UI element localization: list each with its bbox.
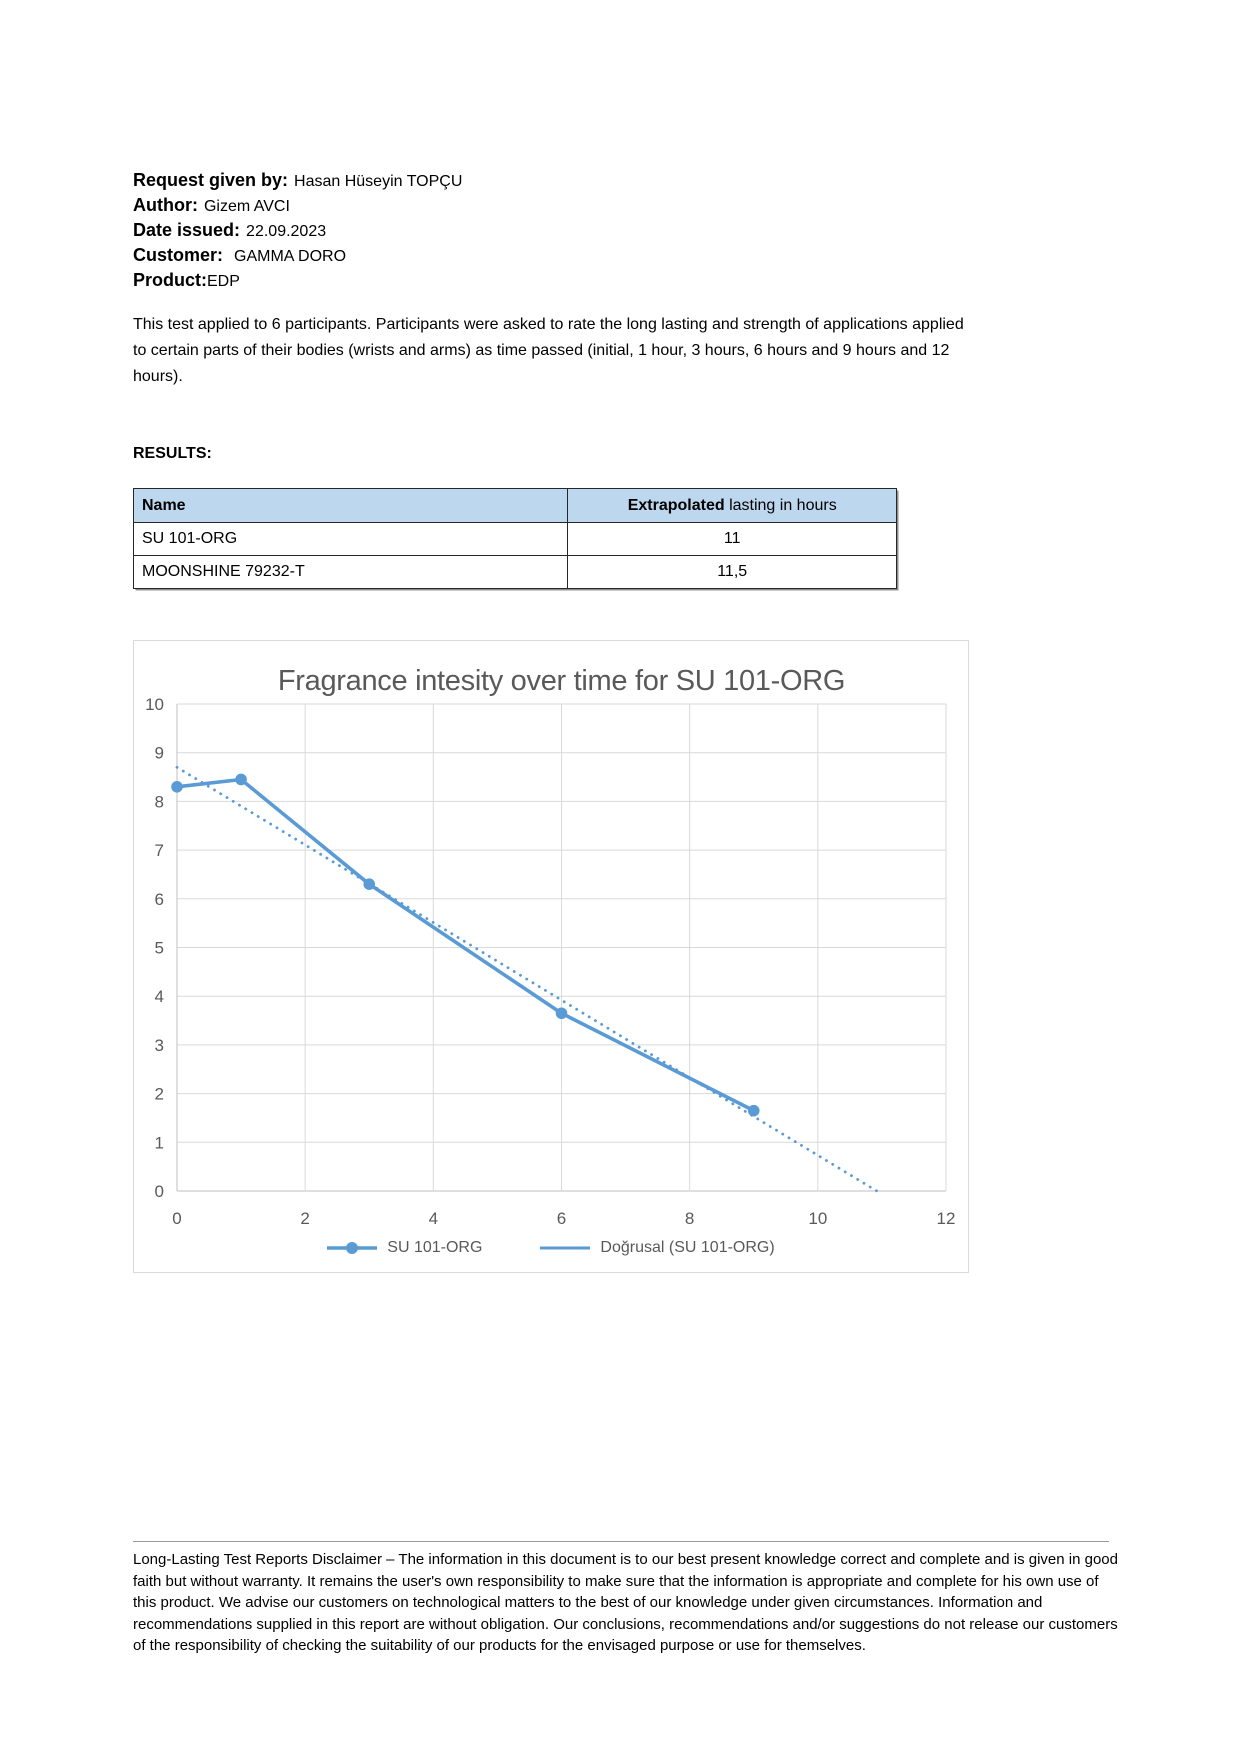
legend-label: Doğrusal (SU 101-ORG) — [600, 1239, 775, 1256]
header-regular-text: lasting in hours — [724, 496, 837, 514]
legend-item — [327, 1239, 482, 1257]
chart-legend — [134, 1239, 968, 1257]
header-bold-text: Extrapolated — [627, 496, 725, 514]
field-value: EDP — [207, 273, 240, 290]
header-field-request-given-by — [133, 168, 462, 193]
legend-label: SU 101-ORG — [387, 1239, 483, 1256]
x-tick-label: 8 — [684, 1209, 695, 1228]
x-tick-label: 6 — [556, 1209, 567, 1228]
table-cell-lasting-hours: 11,5 — [568, 556, 897, 589]
header-field-author — [133, 193, 462, 218]
y-tick-label: 0 — [154, 1182, 164, 1201]
y-tick-label: 3 — [154, 1035, 164, 1055]
y-tick-label: 7 — [154, 841, 164, 861]
y-tick-label: 1 — [154, 1133, 164, 1153]
table-header-extrapolated — [568, 489, 897, 523]
x-tick-label: 12 — [936, 1209, 956, 1228]
field-label: Customer: — [133, 245, 224, 265]
field-label: Request given by: — [133, 170, 289, 190]
table-cell-name: SU 101-ORG — [134, 523, 568, 556]
x-tick-label: 2 — [300, 1209, 310, 1228]
table-cell-name: MOONSHINE 79232-T — [134, 556, 568, 589]
field-label: Product: — [133, 270, 207, 290]
series-marker — [171, 781, 183, 793]
table-row — [134, 556, 897, 589]
table-cell-lasting-hours: 11 — [568, 523, 897, 556]
document-header — [133, 168, 462, 293]
series-marker — [235, 774, 247, 786]
y-tick-label: 8 — [154, 792, 164, 812]
series-marker — [748, 1105, 760, 1117]
series-marker — [363, 878, 375, 890]
field-label: Author: — [133, 195, 198, 215]
header-field-product — [133, 268, 462, 293]
table-row — [134, 523, 897, 556]
trendline-dogrusal — [177, 767, 877, 1191]
y-tick-label: 10 — [145, 695, 164, 714]
header-field-customer — [133, 243, 462, 268]
results-heading: RESULTS: — [133, 445, 212, 462]
y-tick-label: 9 — [154, 743, 164, 763]
y-tick-label: 6 — [154, 889, 164, 909]
results-table — [133, 488, 897, 589]
table-header-row — [134, 489, 897, 523]
table-header-name — [134, 489, 568, 523]
x-tick-label: 4 — [428, 1209, 439, 1228]
x-tick-label: 0 — [172, 1209, 182, 1228]
y-tick-label: 2 — [154, 1084, 164, 1104]
field-value: Gizem AVCI — [203, 198, 290, 215]
legend-line-icon — [540, 1241, 590, 1255]
header-bold-text: Name — [142, 496, 186, 514]
fragrance-chart — [133, 640, 969, 1273]
legend-line-marker-icon — [327, 1241, 377, 1255]
legend-item — [540, 1239, 774, 1257]
y-tick-label: 4 — [154, 987, 164, 1007]
y-tick-label: 5 — [154, 938, 164, 958]
chart-plot-area — [134, 641, 970, 1274]
disclaimer-text: Long-Lasting Test Reports Disclaimer – The information in this document is to our best present knowledge correct and complete and is given in good faith but without warranty. It remains the user's own responsibility to make sure that the information is appropriate and complete for his own use of this product. We advise our customers on technological matters to the best of our knowledge under given circumstances. Information and recommendations supplied in this report are without obligation. Our conclusions, recommendations and/or suggestions do not release our customers of the responsibility of checking the suitability of our products for the envisaged purpose or use for themselves. — [133, 1551, 1118, 1654]
series-marker — [556, 1007, 568, 1019]
chart-title: Fragrance intesity over time for SU 101-ORG — [277, 665, 846, 697]
field-value: GAMMA DORO — [234, 248, 347, 265]
x-tick-label: 10 — [808, 1209, 828, 1228]
intro-paragraph: This test applied to 6 participants. Participants were asked to rate the long lasting and strength of applications applied to certain parts of their bodies (wrists and arms) as time passed (initial, 1 hour, 3 hours, 6 hours and 9 hours and 12 hours). — [133, 316, 964, 385]
footer-separator — [133, 1541, 1109, 1542]
field-value: 22.09.2023 — [246, 223, 327, 240]
field-value: Hasan Hüseyin TOPÇU — [294, 173, 463, 190]
field-label: Date issued: — [133, 220, 241, 240]
series-line-su101org — [177, 779, 754, 1110]
header-field-date-issued — [133, 218, 462, 243]
